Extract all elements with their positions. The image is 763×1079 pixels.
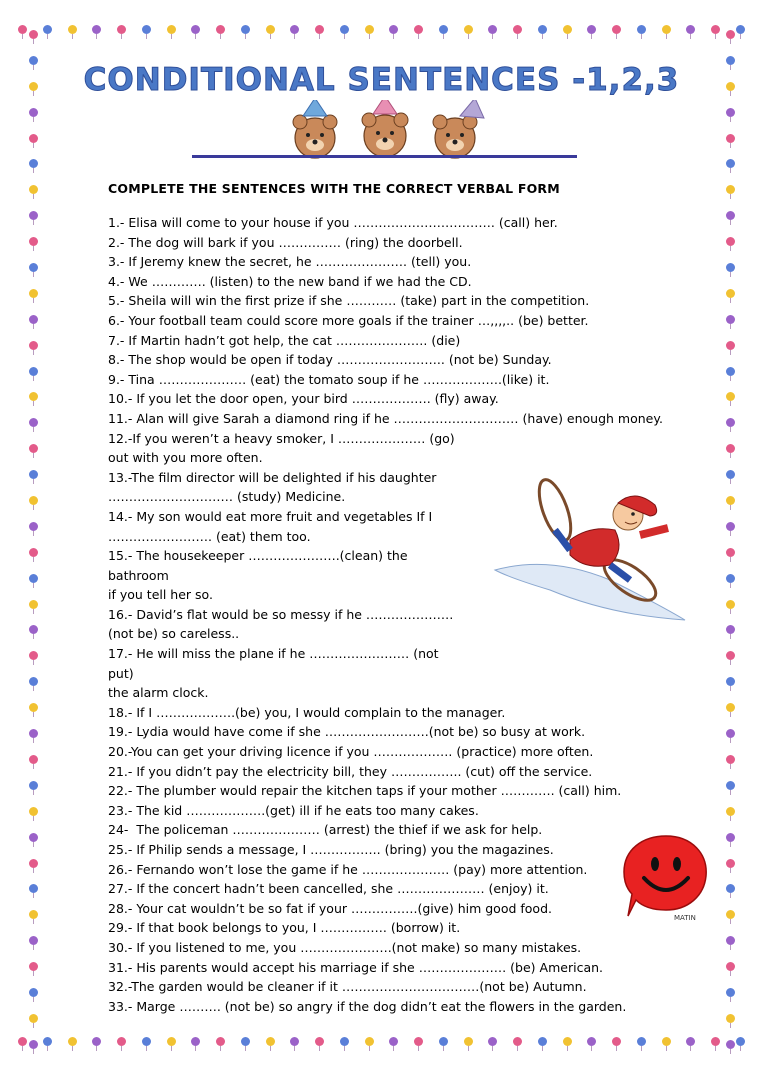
balloon-decoration bbox=[587, 1037, 596, 1046]
balloon-decoration bbox=[29, 108, 38, 117]
balloon-decoration bbox=[340, 1037, 349, 1046]
balloon-decoration bbox=[29, 807, 38, 816]
balloon-decoration bbox=[726, 781, 735, 790]
balloon-decoration bbox=[29, 341, 38, 350]
balloon-decoration bbox=[513, 1037, 522, 1046]
balloon-decoration bbox=[290, 25, 299, 34]
sentence-item: 6.- Your football team could score more goals if the trainer …,,,,.. (be) better. bbox=[108, 312, 589, 328]
balloon-decoration bbox=[117, 1037, 126, 1046]
balloon-decoration bbox=[29, 781, 38, 790]
balloon-decoration bbox=[29, 185, 38, 194]
balloon-decoration bbox=[29, 263, 38, 272]
balloon-decoration bbox=[191, 25, 200, 34]
balloon-decoration bbox=[142, 25, 151, 34]
balloon-decoration bbox=[414, 25, 423, 34]
sentence-item: 15.- The housekeeper ………………….(clean) the bathroom if you tell her so. bbox=[108, 548, 408, 603]
balloon-decoration bbox=[662, 25, 671, 34]
balloon-decoration bbox=[29, 237, 38, 246]
balloon-decoration bbox=[365, 1037, 374, 1046]
balloon-decoration bbox=[726, 936, 735, 945]
balloon-decoration bbox=[365, 25, 374, 34]
sentence-item: 9.- Tina ………………… (eat) the tomato soup if he ……………….(like) it. bbox=[108, 371, 550, 387]
sentence-item: 2.- The dog will bark if you …………… (ring) the doorbell. bbox=[108, 234, 463, 250]
balloon-decoration bbox=[726, 988, 735, 997]
balloon-decoration bbox=[726, 237, 735, 246]
balloon-decoration bbox=[726, 807, 735, 816]
sentence-item: 26.- Fernando won’t lose the game if he ………………… (pay) more attention. bbox=[108, 861, 588, 877]
balloon-decoration bbox=[726, 962, 735, 971]
balloon-decoration bbox=[29, 1040, 38, 1049]
balloon-decoration bbox=[29, 859, 38, 868]
balloon-decoration bbox=[726, 315, 735, 324]
balloon-decoration bbox=[726, 884, 735, 893]
balloon-decoration bbox=[662, 1037, 671, 1046]
balloon-decoration bbox=[726, 1040, 735, 1049]
balloon-decoration bbox=[726, 392, 735, 401]
balloon-decoration bbox=[29, 548, 38, 557]
balloon-decoration bbox=[216, 1037, 225, 1046]
balloon-decoration bbox=[315, 1037, 324, 1046]
balloon-decoration bbox=[726, 444, 735, 453]
sentence-item: 33.- Marge ………. (not be) so angry if the dog didn’t eat the flowers in the garden. bbox=[108, 998, 627, 1014]
sentence-item: 20.-You can get your driving licence if you ………………. (practice) more often. bbox=[108, 744, 594, 760]
balloon-decoration bbox=[29, 962, 38, 971]
balloon-decoration bbox=[29, 470, 38, 479]
balloon-decoration bbox=[29, 910, 38, 919]
balloon-decoration bbox=[167, 1037, 176, 1046]
balloon-decoration bbox=[43, 25, 52, 34]
balloon-decoration bbox=[29, 289, 38, 298]
balloon-decoration bbox=[29, 1014, 38, 1023]
balloon-decoration bbox=[464, 1037, 473, 1046]
red-smiley-image bbox=[622, 832, 710, 922]
balloon-decoration bbox=[686, 1037, 695, 1046]
balloon-decoration bbox=[29, 367, 38, 376]
balloon-decoration bbox=[563, 25, 572, 34]
sentence-item: 28.- Your cat wouldn’t be so fat if your …………….(give) him good food. bbox=[108, 900, 552, 916]
balloon-decoration bbox=[29, 729, 38, 738]
balloon-decoration bbox=[241, 25, 250, 34]
balloon-decoration bbox=[612, 25, 621, 34]
sentence-item: 31.- His parents would accept his marriage if she ………………… (be) American. bbox=[108, 959, 603, 975]
balloon-decoration bbox=[29, 392, 38, 401]
balloon-decoration bbox=[726, 703, 735, 712]
balloon-decoration bbox=[726, 30, 735, 39]
sentence-item: 21.- If you didn’t pay the electricity bill, they …………….. (cut) off the service. bbox=[108, 763, 593, 779]
balloon-decoration bbox=[68, 25, 77, 34]
balloon-decoration bbox=[29, 884, 38, 893]
sentence-item: 18.- If I ……………….(be) you, I would complain to the manager. bbox=[108, 704, 506, 720]
balloon-decoration bbox=[612, 1037, 621, 1046]
balloon-decoration bbox=[29, 418, 38, 427]
balloon-decoration bbox=[726, 289, 735, 298]
balloon-decoration bbox=[726, 600, 735, 609]
balloon-decoration bbox=[726, 263, 735, 272]
balloon-decoration bbox=[726, 108, 735, 117]
balloon-decoration bbox=[266, 25, 275, 34]
sentence-item: 24- The policeman ………………… (arrest) the thief if we ask for help. bbox=[108, 822, 543, 838]
balloon-decoration bbox=[29, 211, 38, 220]
sentence-item: 19.- Lydia would have come if she …………………….(not be) so busy at work. bbox=[108, 724, 586, 740]
balloon-decoration bbox=[29, 677, 38, 686]
balloon-decoration bbox=[637, 1037, 646, 1046]
balloon-decoration bbox=[29, 651, 38, 660]
balloon-decoration bbox=[29, 936, 38, 945]
sentence-item: 17.- He will miss the plane if he …………………… (not put) the alarm clock. bbox=[108, 646, 439, 701]
balloon-decoration bbox=[43, 1037, 52, 1046]
balloon-decoration bbox=[92, 1037, 101, 1046]
balloon-decoration bbox=[726, 755, 735, 764]
party-bears-image bbox=[270, 100, 500, 160]
sentence-item: 4.- We …………. (listen) to the new band if we had the CD. bbox=[108, 273, 472, 289]
sentence-item: 3.- If Jeremy knew the secret, he …………………. (tell) you. bbox=[108, 254, 472, 270]
balloon-decoration bbox=[726, 833, 735, 842]
balloon-decoration bbox=[726, 470, 735, 479]
balloon-decoration bbox=[726, 859, 735, 868]
balloon-decoration bbox=[29, 444, 38, 453]
balloon-decoration bbox=[488, 1037, 497, 1046]
balloon-decoration bbox=[538, 25, 547, 34]
sentence-item: 23.- The kid ……………….(get) ill if he eats too many cakes. bbox=[108, 802, 479, 818]
balloon-decoration bbox=[464, 25, 473, 34]
sentence-item: 5.- Sheila will win the first prize if she ………… (take) part in the competition. bbox=[108, 293, 590, 309]
balloon-decoration bbox=[726, 910, 735, 919]
sentence-item: 8.- The shop would be open if today …………………….. (not be) Sunday. bbox=[108, 352, 552, 368]
balloon-decoration bbox=[439, 1037, 448, 1046]
balloon-decoration bbox=[414, 1037, 423, 1046]
balloon-decoration bbox=[29, 600, 38, 609]
balloon-decoration bbox=[726, 677, 735, 686]
balloon-decoration bbox=[29, 496, 38, 505]
balloon-decoration bbox=[29, 134, 38, 143]
balloon-decoration bbox=[29, 30, 38, 39]
page-title: CONDITIONAL SENTENCES -1,2,3 bbox=[83, 62, 680, 98]
balloon-decoration bbox=[563, 1037, 572, 1046]
balloon-decoration bbox=[92, 25, 101, 34]
smiley-signature: MATIN bbox=[674, 914, 696, 922]
sentence-item: 11.- Alan will give Sarah a diamond ring if he ………………………… (have) enough money. bbox=[108, 410, 663, 426]
balloon-decoration bbox=[167, 25, 176, 34]
balloon-decoration bbox=[340, 25, 349, 34]
balloon-decoration bbox=[29, 159, 38, 168]
sentence-item: 30.- If you listened to me, you ………………….(not make) so many mistakes. bbox=[108, 939, 582, 955]
balloon-decoration bbox=[726, 418, 735, 427]
balloon-decoration bbox=[117, 25, 126, 34]
balloon-decoration bbox=[726, 211, 735, 220]
sentence-item: 13.-The film director will be delighted if his daughter ………………………… (study) Medicine. bbox=[108, 469, 437, 505]
balloon-decoration bbox=[142, 1037, 151, 1046]
balloon-decoration bbox=[439, 25, 448, 34]
balloon-decoration bbox=[29, 833, 38, 842]
sentence-item: 29.- If that book belongs to you, I ……………. (borrow) it. bbox=[108, 920, 461, 936]
balloon-decoration bbox=[315, 25, 324, 34]
sentence-item: 25.- If Philip sends a message, I …………….. (bring) you the magazines. bbox=[108, 842, 554, 857]
balloon-decoration bbox=[726, 496, 735, 505]
balloon-decoration bbox=[241, 1037, 250, 1046]
balloon-decoration bbox=[726, 522, 735, 531]
balloon-decoration bbox=[216, 25, 225, 34]
balloon-decoration bbox=[587, 25, 596, 34]
balloon-decoration bbox=[726, 729, 735, 738]
instructions-heading: COMPLETE THE SENTENCES WITH THE CORRECT VERBAL FORM bbox=[108, 181, 560, 196]
balloon-decoration bbox=[726, 625, 735, 634]
bottom-balloon-border bbox=[18, 1030, 745, 1052]
sentence-item: 16.- David’s flat would be so messy if he ………………… (not be) so careless.. bbox=[108, 606, 454, 642]
snowshoe-boy-image bbox=[490, 470, 690, 630]
balloon-decoration bbox=[191, 1037, 200, 1046]
sentence-item: 14.- My son would eat more fruit and vegetables If I ……………………. (eat) them too. bbox=[108, 508, 433, 544]
balloon-decoration bbox=[726, 185, 735, 194]
balloon-decoration bbox=[266, 1037, 275, 1046]
balloon-decoration bbox=[726, 651, 735, 660]
balloon-decoration bbox=[726, 574, 735, 583]
balloon-decoration bbox=[389, 1037, 398, 1046]
balloon-decoration bbox=[29, 703, 38, 712]
balloon-decoration bbox=[29, 625, 38, 634]
sentence-item: 7.- If Martin hadn’t got help, the cat …………………. (die) bbox=[108, 332, 461, 348]
sentence-item: 12.-If you weren’t a heavy smoker, I ………………… (go) out with you more often. bbox=[108, 430, 455, 466]
title-underline bbox=[192, 155, 577, 158]
balloon-decoration bbox=[538, 1037, 547, 1046]
balloon-decoration bbox=[29, 755, 38, 764]
balloon-decoration bbox=[290, 1037, 299, 1046]
left-balloon-border bbox=[22, 30, 44, 1049]
sentence-item: 32.-The garden would be cleaner if it ……………………………(not be) Autumn. bbox=[108, 979, 587, 995]
balloon-decoration bbox=[726, 548, 735, 557]
right-balloon-border bbox=[719, 30, 741, 1049]
balloon-decoration bbox=[29, 315, 38, 324]
balloon-decoration bbox=[389, 25, 398, 34]
balloon-decoration bbox=[686, 25, 695, 34]
balloon-decoration bbox=[726, 367, 735, 376]
balloon-decoration bbox=[726, 159, 735, 168]
sentence-item: 10.- If you let the door open, your bird ………………. (fly) away. bbox=[108, 391, 499, 407]
sentence-item: 27.- If the concert hadn’t been cancelled, she ………………… (enjoy) it. bbox=[108, 881, 549, 897]
balloon-decoration bbox=[29, 574, 38, 583]
top-balloon-border bbox=[18, 18, 745, 40]
balloon-decoration bbox=[726, 1014, 735, 1023]
balloon-decoration bbox=[488, 25, 497, 34]
balloon-decoration bbox=[637, 25, 646, 34]
balloon-decoration bbox=[726, 134, 735, 143]
balloon-decoration bbox=[513, 25, 522, 34]
balloon-decoration bbox=[68, 1037, 77, 1046]
sentence-item: 22.- The plumber would repair the kitchen taps if your mother …………. (call) him. bbox=[108, 783, 622, 799]
balloon-decoration bbox=[29, 988, 38, 997]
balloon-decoration bbox=[29, 522, 38, 531]
balloon-decoration bbox=[726, 341, 735, 350]
sentence-item: 1.- Elisa will come to your house if you ……………………………. (call) her. bbox=[108, 215, 558, 230]
